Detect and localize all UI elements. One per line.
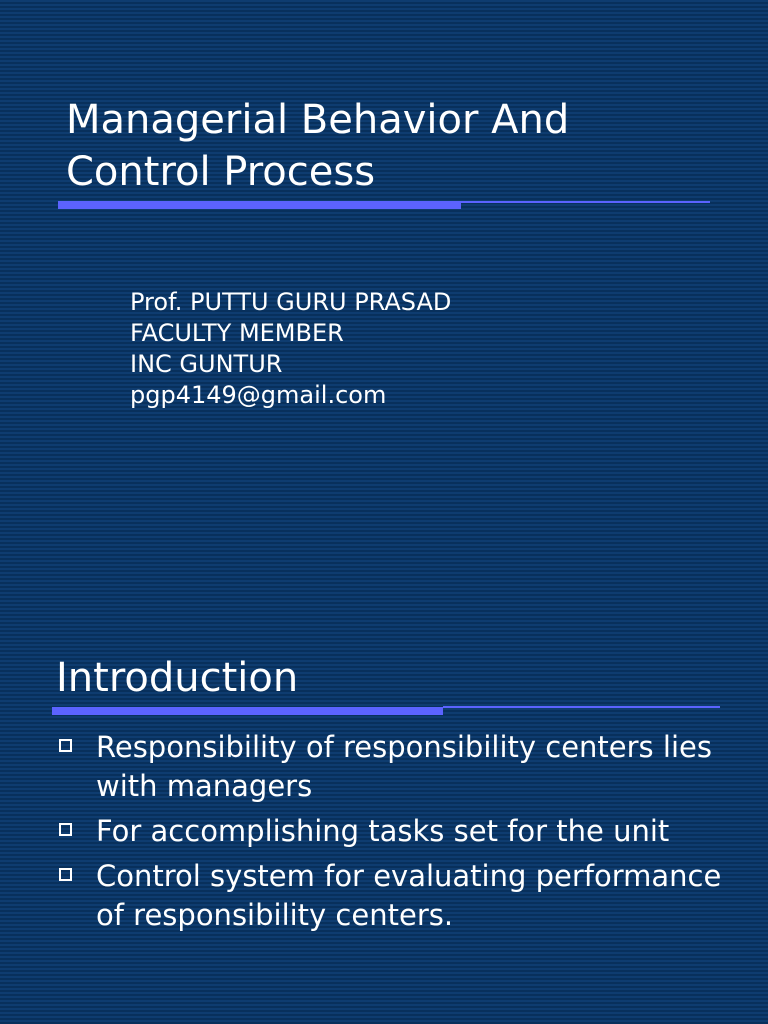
list-item	[56, 857, 736, 935]
square-bullet-icon	[59, 739, 72, 752]
bullet-list	[56, 728, 736, 941]
author-email: pgp4149@gmail.com	[130, 381, 387, 409]
title-underline-thin	[461, 201, 710, 203]
square-bullet-icon	[59, 823, 72, 836]
author-role: FACULTY MEMBER	[130, 319, 344, 347]
author-block	[130, 287, 451, 411]
square-bullet-icon	[59, 868, 72, 881]
intro-underline-thin	[443, 706, 720, 708]
intro-underline-thick	[52, 707, 443, 715]
slide-introduction	[0, 512, 768, 1024]
author-name: Prof. PUTTU GURU PRASAD	[130, 288, 452, 316]
title-line-1: Managerial Behavior And	[66, 97, 570, 143]
title-underline-thick	[58, 201, 461, 209]
introduction-heading: Introduction	[56, 655, 299, 701]
author-institution: INC GUNTUR	[130, 350, 283, 378]
slide-title-heading	[66, 94, 726, 198]
list-item	[56, 812, 736, 851]
bullet-text: Responsibility of responsibility centers lies with managers	[96, 730, 712, 803]
list-item	[56, 728, 736, 806]
bullet-text: Control system for evaluating performance of responsibility centers.	[96, 859, 722, 932]
title-line-2: Control Process	[66, 149, 376, 195]
bullet-text: For accomplishing tasks set for the unit	[96, 814, 670, 848]
